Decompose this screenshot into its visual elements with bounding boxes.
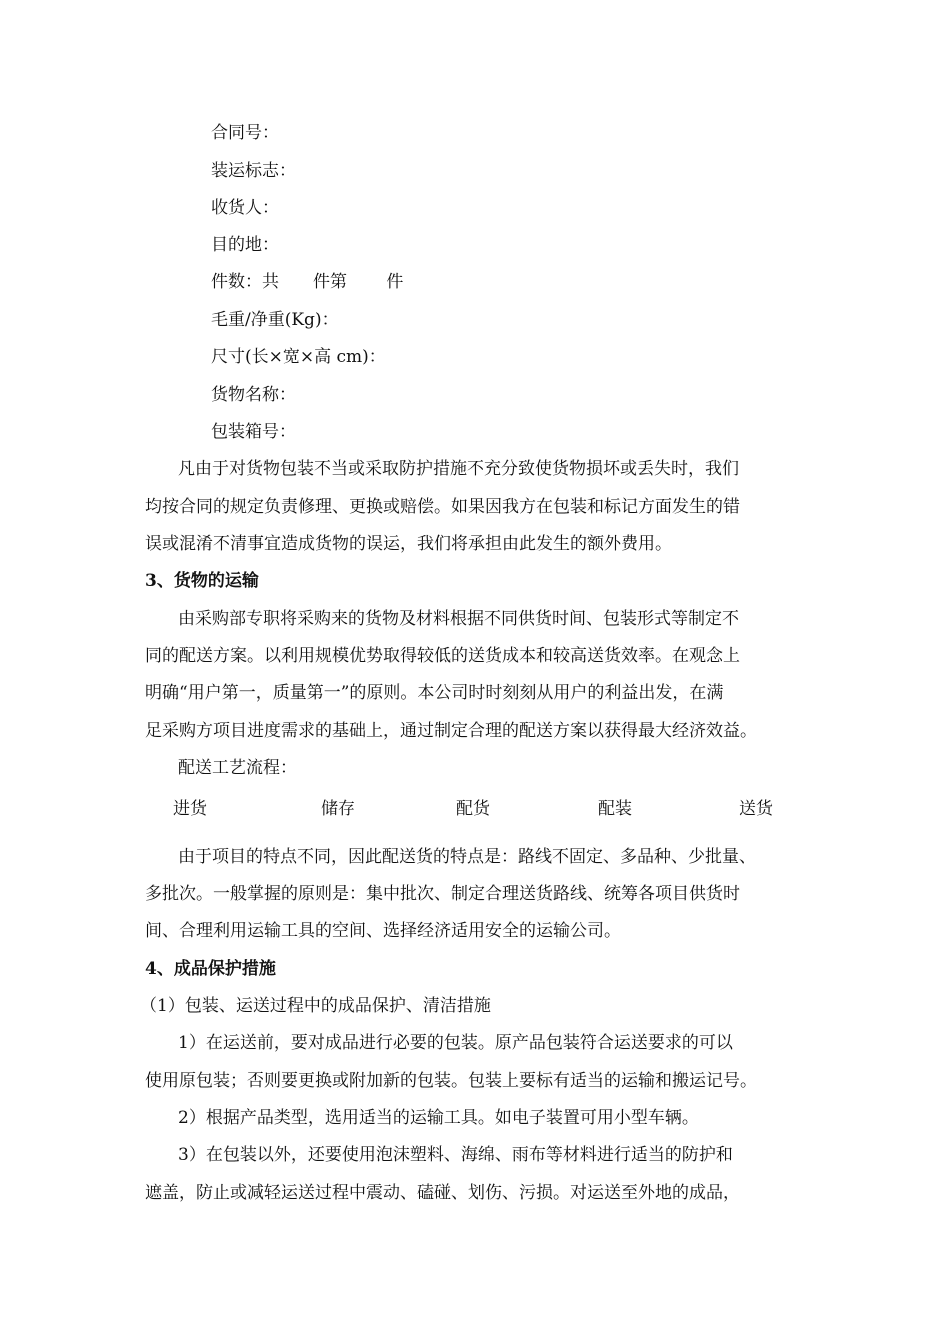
section-4-subheading: （1）包装、运送过程中的成品保护、清洁措施 <box>140 996 491 1016</box>
flow-label: 配送工艺流程： <box>178 758 297 778</box>
flow-step-loading: 配装 <box>598 799 632 819</box>
para-packaging-line: 误或混淆不清事宜造成货物的误运，我们将承担由此发生的额外费用。 <box>145 534 672 554</box>
field-consignee: 收货人： <box>211 198 279 218</box>
section-3-para2-line: 间、合理利用运输工具的空间、选择经济适用安全的运输公司。 <box>145 921 621 941</box>
section-3-para-line: 由采购部专职将采购来的货物及材料根据不同供货时间、包装形式等制定不 <box>178 609 739 629</box>
section-3-para2-line: 由于项目的特点不同，因此配送货的特点是：路线不固定、多品种、少批量、 <box>178 847 756 867</box>
section-3-para-line: 足采购方项目进度需求的基础上，通过制定合理的配送方案以获得最大经济效益。 <box>145 721 757 741</box>
section-4-heading: 4、成品保护措施 <box>145 959 276 979</box>
field-dimensions: 尺寸(长×宽×高 cm)： <box>211 347 386 367</box>
field-case-no: 包装箱号： <box>211 422 296 442</box>
field-goods-name: 货物名称： <box>211 385 296 405</box>
field-destination: 目的地： <box>211 235 279 255</box>
section-3-para-line: 同的配送方案。以利用规模优势取得较低的送货成本和较高送货效率。在观念上 <box>145 646 740 666</box>
field-weight: 毛重/净重(Kg)： <box>211 310 339 330</box>
field-shipping-mark: 装运标志： <box>211 161 296 181</box>
para-packaging-line: 均按合同的规定负责修理、更换或赔偿。如果因我方在包装和标记方面发生的错 <box>145 497 740 517</box>
flow-step-storage: 储存 <box>321 799 355 819</box>
flow-step-delivery: 送货 <box>739 799 773 819</box>
field-contract-no: 合同号： <box>211 123 279 143</box>
item-1-line: 1）在运送前，要对成品进行必要的包装。原产品包装符合运送要求的可以 <box>178 1033 733 1053</box>
item-3-line: 3）在包装以外，还要使用泡沫塑料、海绵、雨布等材料进行适当的防护和 <box>178 1145 733 1165</box>
field-package-count: 件数：共 件第 件 <box>211 272 404 292</box>
item-2-line: 2）根据产品类型，选用适当的运输工具。如电子装置可用小型车辆。 <box>178 1108 699 1128</box>
section-3-para-line: 明确“用户第一，质量第一”的原则。本公司时时刻刻从用户的利益出发，在满 <box>145 683 724 703</box>
item-3-line: 遮盖，防止或减轻运送过程中震动、磕碰、划伤、污损。对运送至外地的成品， <box>145 1183 740 1203</box>
flow-step-purchase: 进货 <box>173 799 207 819</box>
flow-step-allocation: 配货 <box>456 799 490 819</box>
item-1-line: 使用原包装；否则要更换或附加新的包装。包装上要标有适当的运输和搬运记号。 <box>145 1071 757 1091</box>
para-packaging-line: 凡由于对货物包装不当或采取防护措施不充分致使货物损坏或丢失时，我们 <box>178 459 739 479</box>
section-3-para2-line: 多批次。一般掌握的原则是：集中批次、制定合理送货路线、统筹各项目供货时 <box>145 884 740 904</box>
section-3-heading: 3、货物的运输 <box>145 571 259 591</box>
